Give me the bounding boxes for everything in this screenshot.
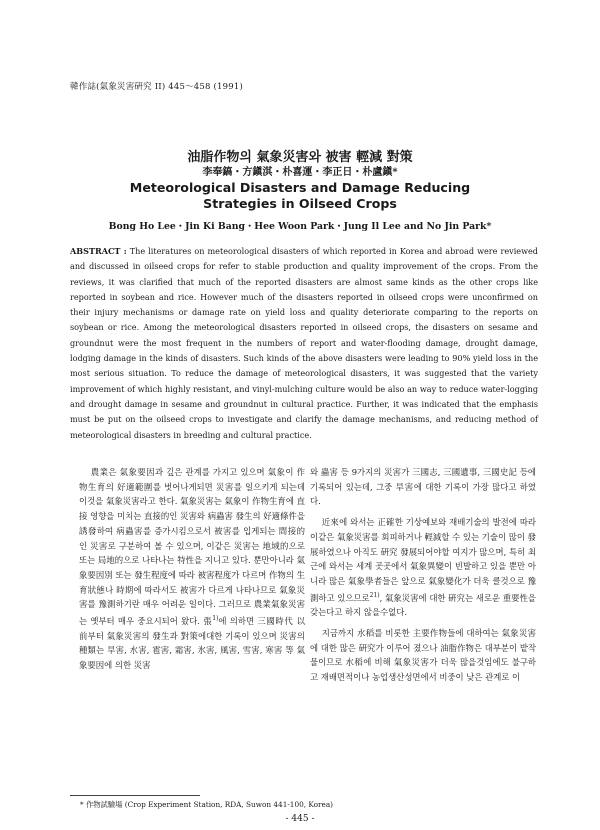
body-column-left	[79, 465, 305, 673]
abstract-text: The literatures on meteorological disasters of which reported in Korea and abroad were reviewed and discussed in oilseed crops for refer to stable production and quality improvement of the crops. From the reviews, it was clarified that much of the reported disasters are almost same kinds as the other crops like reported in soybean and rice. However much of the disasters reported in oilseed crops were unconfirmed on their injury mechanisms or damage rate on yield loss and quality deteriorate comparing to the reports on soybean or rice. Among the meteorological disasters reported in oilseed crops, the disasters on sesame and groundnut were the most frequent in the numbers of report and water-flooding damage, drought damage, lodging damage in the kinds of disasters. Such kinds of the above disasters were leading to 90% yield loss in the most serious situation. To reduce the damage of meteorological disasters, it was suggested that the variety improvement of which highly resistant, and vinyl-mulching culture would be also an way to reduce water-logging and drought damage in sesame and groundnut in cultural practice. Further, it was indicated that the emphasis must be put on the oilseed crops to investigate and clarify the damage mechanisms, and reducing method of meteorological disasters in breeding and cultural practice.	[70, 246, 538, 440]
english-title-line1: Meteorological Disasters and Damage Reducing	[129, 180, 471, 195]
body-column-right	[310, 465, 536, 685]
page-number: - 445 -	[285, 814, 315, 824]
abstract	[70, 244, 538, 443]
footnote: * 作物試驗場 (Crop Experiment Station, RDA, Suwon 441-100, Korea)	[80, 800, 334, 809]
body-paragraph	[79, 465, 305, 673]
body-paragraph	[310, 515, 536, 620]
abstract-label: ABSTRACT :	[70, 246, 127, 256]
journal-citation: 韓作誌(氣象災害硏究 II) 445～458 (1991)	[70, 82, 243, 92]
korean-authors: 李奉鎬・方鎭淇・朴喜運・李正日・朴盧鎭*	[202, 167, 398, 178]
body-text: , 氣象災害에 대한 硏究는 새로운 重要性을 갖는다고 하지 않을수없다.	[310, 592, 536, 618]
english-authors: Bong Ho Lee・Jin Ki Bang・Hee Woon Park・Jung Il Lee and No Jin Park*	[108, 221, 492, 232]
citation-ref: 21)	[369, 591, 380, 599]
citation-ref: 1)	[212, 615, 219, 623]
body-text: 에 의하면 三國時代 以前부터 氣象災害의 發生과 對策에대한 기록이 있으며 災害의 種類는 旱害, 水害, 雹害, 霜害, 氷害, 風害, 雪害, 寒害 等 氣象要因에 의한 災害	[79, 615, 305, 670]
body-paragraph: 지금까지 水稻를 비롯한 主要作物들에 대하여는 氣象災害에 대한 많은 硏究가 이루어 졌으나 油脂作物은 대부분이 밭작물이므로 水稻에 비해 氣象災害가 더욱 많을것임에도 불구하고 재배면적이나 농업생산성면에서 비중이 낮은 관계로 이	[310, 627, 536, 682]
body-text: 農業은 氣象要因과 깊은 관계를 가지고 있으며 氣象이 作物生育의 好適範圍를 벗어나게되면 災害를 일으키게 되는데 이것을 氣象災害라고 한다. 氣象災害는 氣象이 作物生育에 直接 영향을 미치는 直接的인 災害와 病蟲害 發生의 好適條件을 誘發하여 病蟲害를 증가시킴으로서 被害를 입게되는 間接的인 災害로 구분하여 볼 수 있으며, 이같은 災害는 地域的으로 또는 局地的으로 나타나는 特性을 지니고 있다. 뿐만아니라 氣象要因別 또는 發生程度에 따라 被害程度가 다르며 作物의 生育狀態나 時期에 따라서도 被害가 다르게 나타나므로 氣象災害를 豫測하기란 매우 어려운 일이다. 그러므로 農業氣象災害는 옛부터 매우 중요시되어 왔다. 張	[79, 467, 305, 626]
english-title-line2: Strategies in Oilseed Crops	[203, 196, 397, 211]
footnote-divider	[70, 795, 200, 796]
korean-title: 油脂作物의 氣象災害와 被害 輕減 對策	[187, 150, 413, 165]
english-title	[0, 180, 600, 212]
body-paragraph: 와 蟲害 등 9가지의 災害가 三國志, 三國遺事, 三國史記 등에 기록되어 있는데, 그중 旱害에 대한 기록이 가장 많다고 하였다.	[310, 467, 536, 507]
body-text: 近來에 와서는 正確한 기상예보와 재배기술의 발전에 따라 이같은 氣象災害를 회피하거나 輕減할 수 있는 기술이 많이 發展하였으나 아직도 硏究 發展되어야할 여지가 많으며, 특히 최근에 와서는 세계 곳곳에서 氣象異變이 빈발하고 있을 뿐만 아니라 많은 氣象學者들은 앞으로 氣象變化가 더욱 클것으로 豫測하고 있으므로	[310, 517, 536, 603]
